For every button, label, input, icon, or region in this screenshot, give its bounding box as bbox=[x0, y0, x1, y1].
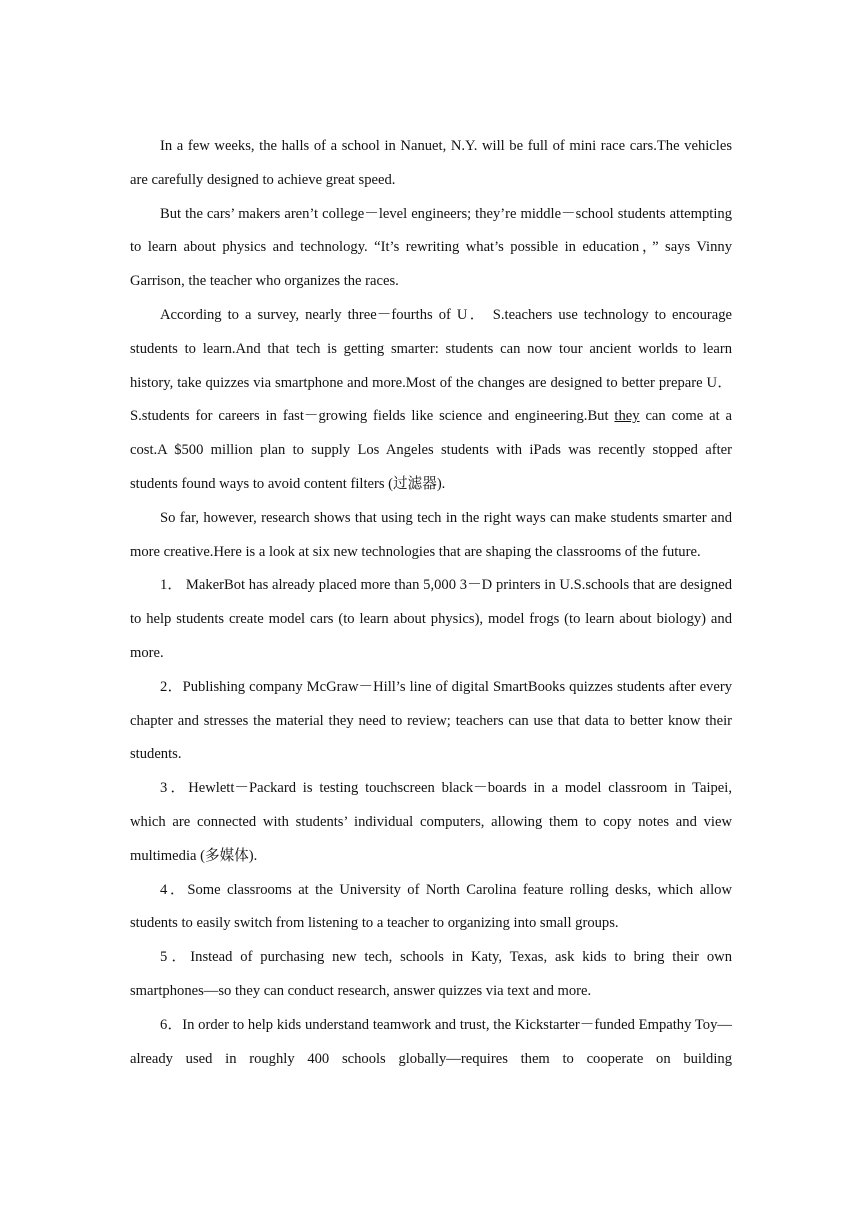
list-item-4: 4．Some classrooms at the University of North Carolina feature rolling desks, which allow students to easily switch from listening to a teacher to organizing into small groups. bbox=[130, 881, 732, 932]
list-item-2: 2．Publishing company McGraw－Hill’s line of digital SmartBooks quizzes students after every chapter and stresses the material they need to review; teachers can use that data to better know their students. bbox=[130, 678, 732, 763]
paragraph-survey bbox=[130, 299, 732, 502]
list-item-6: 6．In order to help kids understand teamwork and trust, the Kickstarter－funded Empathy Toy—already used in roughly 400 schools globally—requires them to cooperate on building bbox=[130, 1016, 732, 1067]
paragraph-race-cars: In a few weeks, the halls of a school in Nanuet, N.Y. will be full of mini race cars.The vehicles are carefully designed to achieve great speed. bbox=[130, 138, 732, 188]
survey-text-before: According to a survey, nearly three－fourths of U． S.teachers use technology to encourage students to learn.And that tech is getting smarter: students can now tour ancient worlds to learn history, take quizzes via smartphone and more.Most of the changes are designed to better prepare U．S.students for careers in fast－growing fields like science and engineering.But bbox=[130, 306, 732, 425]
list-item-5: 5．Instead of purchasing new tech, schools in Katy, Texas, ask kids to bring their own smartphones—so they can conduct research, answer quizzes via text and more. bbox=[130, 949, 732, 999]
document-page bbox=[130, 130, 732, 1076]
underlined-word: they bbox=[614, 408, 640, 425]
list-item-1: 1． MakerBot has already placed more than 5,000 3－D printers in U.S.schools that are designed to help students create model cars (to learn about physics), model frogs (to learn about biology) and more. bbox=[130, 577, 732, 661]
paragraph-research: So far, however, research shows that using tech in the right ways can make students smarter and more creative.Here is a look at six new technologies that are shaping the classrooms of the future. bbox=[130, 509, 732, 560]
paragraph-car-makers: But the cars’ makers aren’t college－level engineers; they’re middle－school students attempting to learn about physics and technology. “It’s rewriting what’s possible in education，” says Vinny Garrison, the teacher who organizes the races. bbox=[130, 205, 732, 290]
survey-text-after: can come at a cost.A $500 million plan to supply Los Angeles students with iPads was recently stopped after students found ways to avoid content filters (过滤器). bbox=[130, 408, 732, 492]
list-item-3: 3．Hewlett－Packard is testing touchscreen black－boards in a model classroom in Taipei, which are connected with students’ individual computers, allowing them to copy notes and view multimedia (多媒体). bbox=[130, 780, 732, 864]
